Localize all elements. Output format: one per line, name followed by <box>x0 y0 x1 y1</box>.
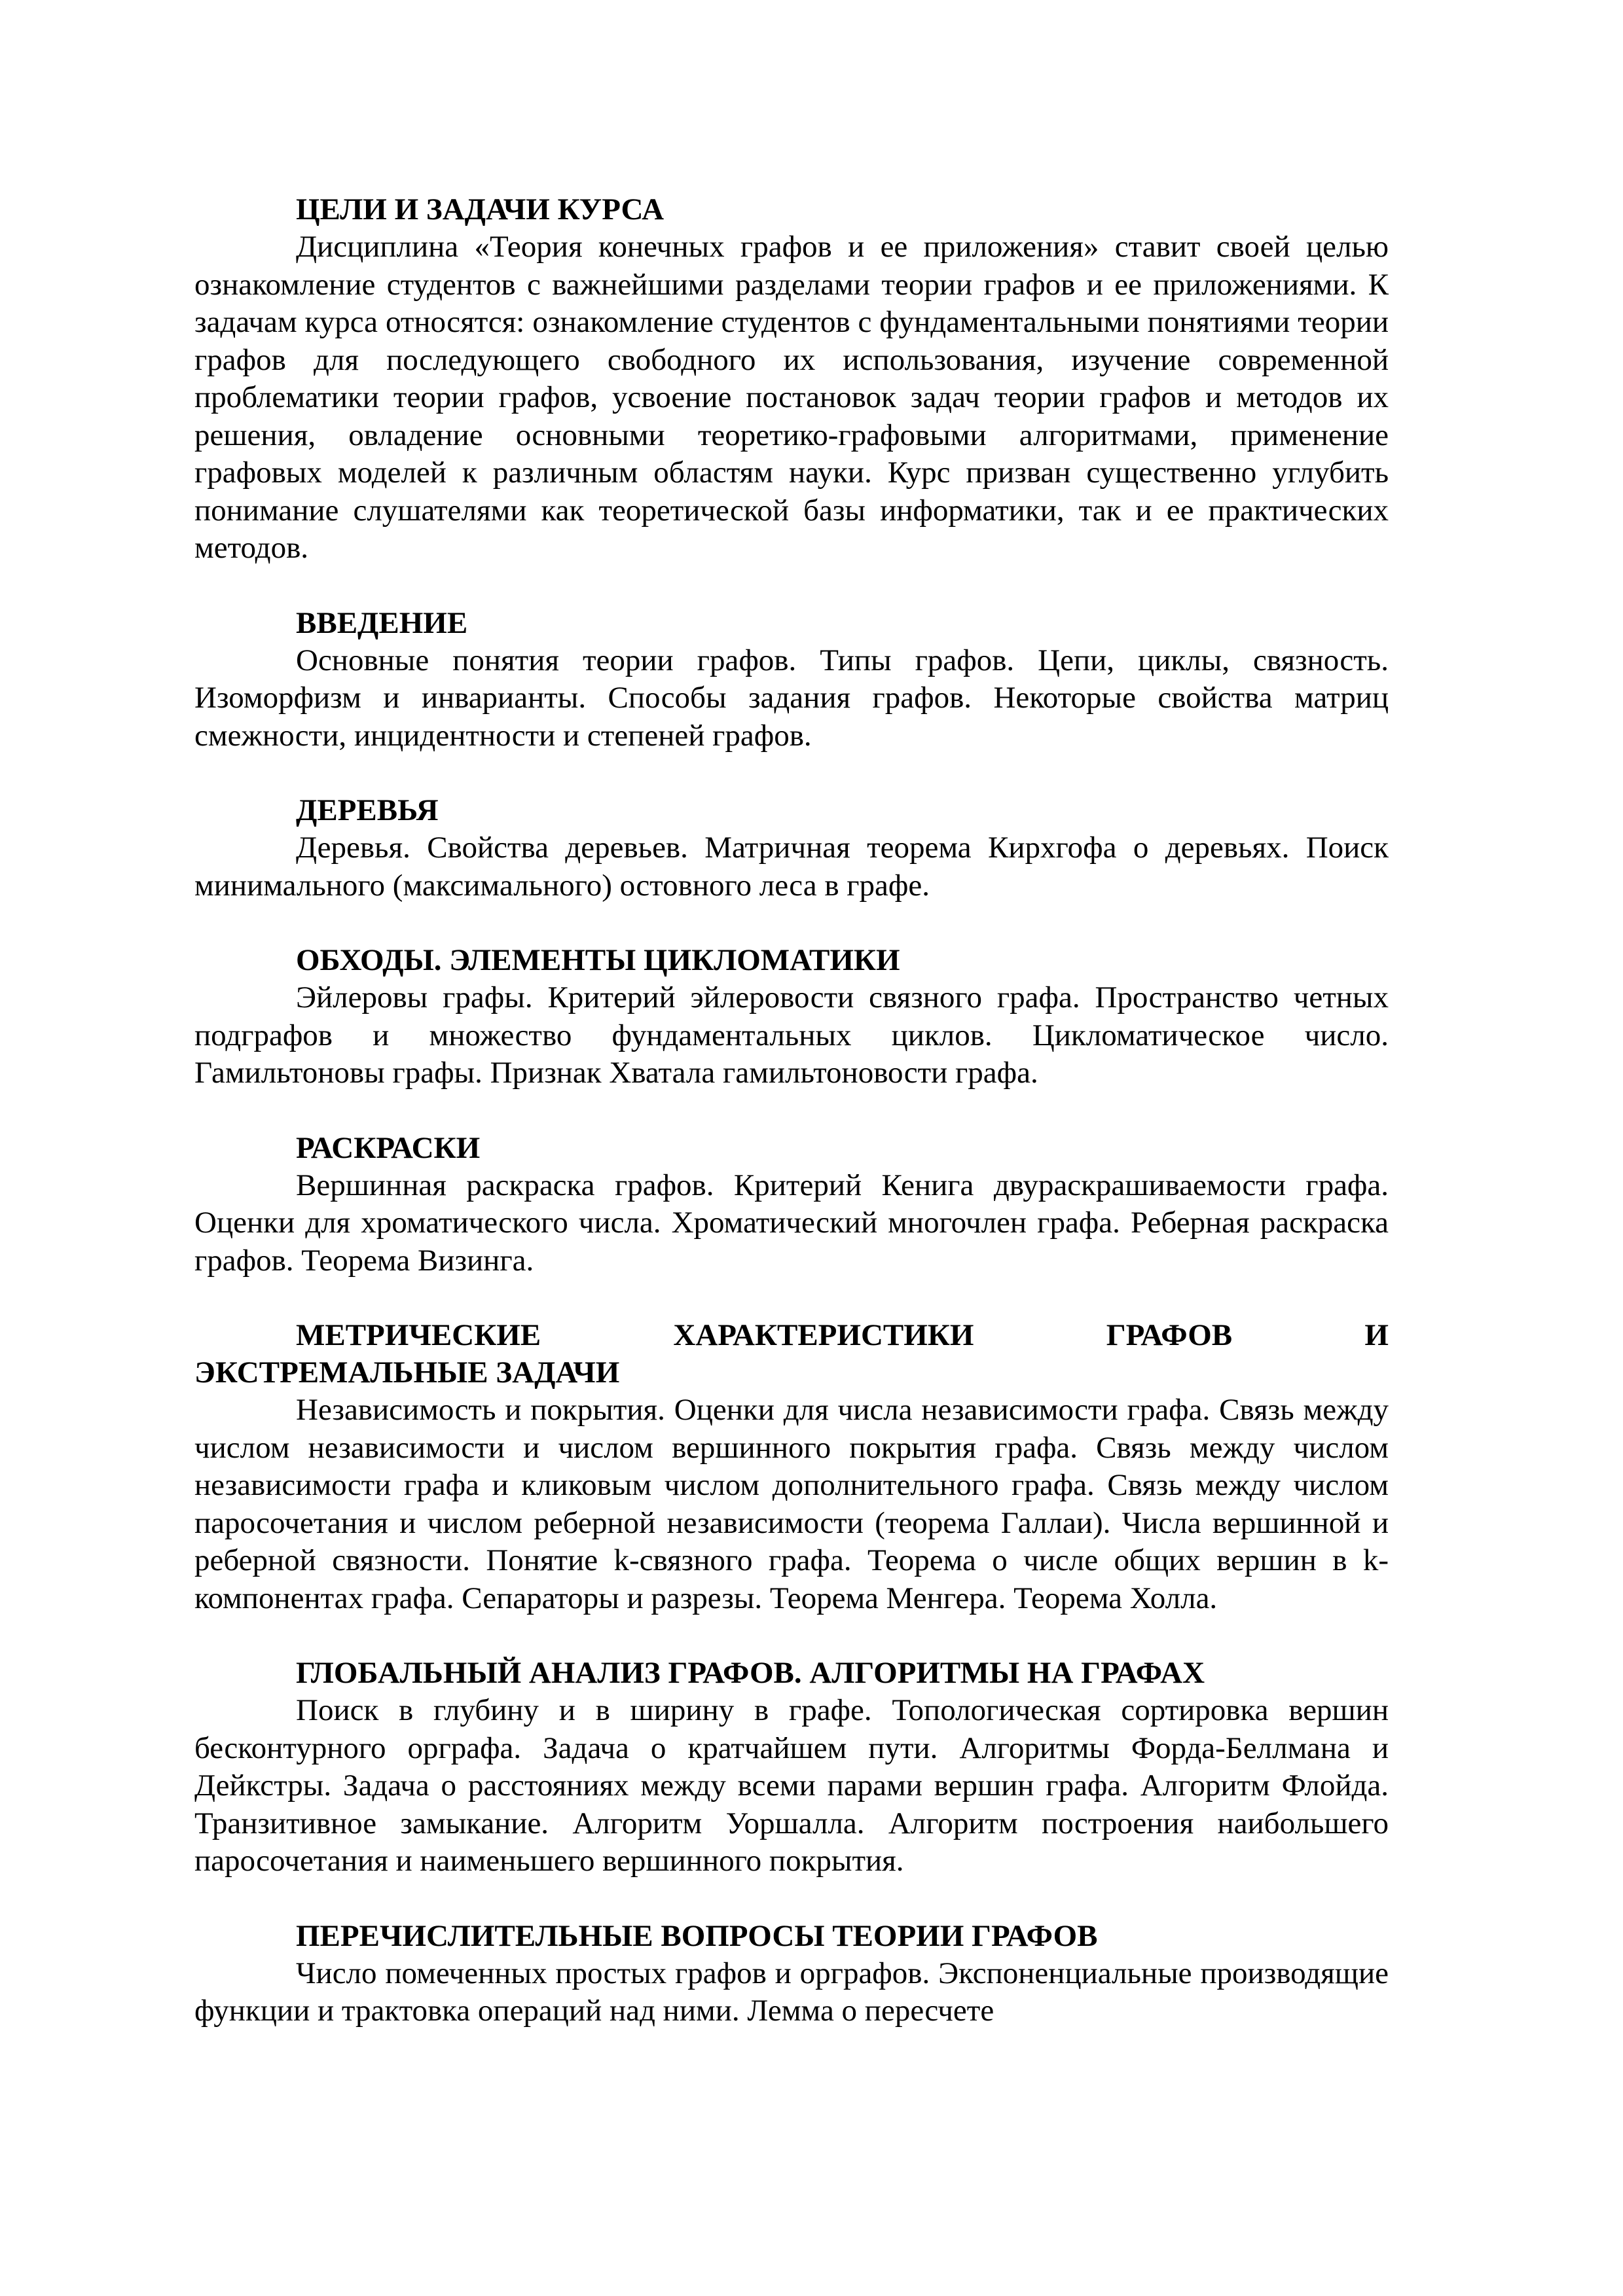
section-goals <box>194 191 1389 567</box>
section-heading: ЦЕЛИ И ЗАДАЧИ КУРСА <box>296 192 665 226</box>
section-heading <box>194 1317 1389 1391</box>
section-enumeration <box>194 1918 1389 2030</box>
section-text: Эйлеровы графы. Критерий эйлеровости связного графа. Пространство четных подграфов и множество фундаментальных циклов. Цикломатическое число. Гамильтоновы графы. Признак Хватала гамильтоновости графа. <box>194 980 1389 1090</box>
section-traversals <box>194 942 1389 1092</box>
document-page <box>194 191 1389 2068</box>
section-heading: ГЛОБАЛЬНЫЙ АНАЛИЗ ГРАФОВ. АЛГОРИТМЫ НА ГРАФАХ <box>296 1656 1205 1690</box>
heading-word: ХАРАКТЕРИСТИКИ <box>673 1318 974 1352</box>
section-introduction <box>194 605 1389 755</box>
section-heading: ДЕРЕВЬЯ <box>296 793 439 827</box>
section-text: Число помеченных простых графов и орграфов. Экспоненциальные производящие функции и трактовка операций над ними. Лемма о пересчете <box>194 1956 1389 2028</box>
heading-word: МЕТРИЧЕСКИЕ <box>296 1318 541 1352</box>
heading-word: ГРАФОВ <box>1106 1318 1233 1352</box>
section-text: Основные понятия теории графов. Типы графов. Цепи, циклы, связность. Изоморфизм и инварианты. Способы задания графов. Некоторые свойства матриц смежности, инцидентности и степеней графов. <box>194 643 1389 753</box>
section-heading: ПЕРЕЧИСЛИТЕЛЬНЫЕ ВОПРОСЫ ТЕОРИИ ГРАФОВ <box>296 1918 1098 1953</box>
section-heading: ВВЕДЕНИЕ <box>296 605 468 640</box>
section-global-analysis <box>194 1655 1389 1880</box>
section-text: Вершинная раскраска графов. Критерий Кенига двураскрашиваемости графа. Оценки для хроматического числа. Хроматический многочлен графа. Реберная раскраска графов. Теорема Визинга. <box>194 1168 1389 1278</box>
section-text: Поиск в глубину и в ширину в графе. Топологическая сортировка вершин бесконтурного орграфа. Задача о кратчайшем пути. Алгоритмы Форда-Беллмана и Дейкстры. Задача о расстояниях между всеми парами вершин графа. Алгоритм Флойда. Транзитивное замыкание. Алгоритм Уоршалла. Алгоритм построения наибольшего паросочетания и наименьшего вершинного покрытия. <box>194 1693 1389 1878</box>
heading-line-1 <box>194 1317 1389 1354</box>
section-heading: ОБХОДЫ. ЭЛЕМЕНТЫ ЦИКЛОМАТИКИ <box>296 943 900 977</box>
section-metric-characteristics <box>194 1317 1389 1617</box>
section-text: Деревья. Свойства деревьев. Матричная теорема Кирхгофа о деревьях. Поиск минимального (максимального) остовного леса в графе. <box>194 831 1389 903</box>
heading-word: И <box>1364 1318 1389 1352</box>
section-text: Дисциплина «Теория конечных графов и ее приложения» ставит своей целью ознакомление студентов с важнейшими разделами теории графов и ее приложениями. К задачам курса относятся: ознакомление студентов с фундаментальными понятиями теории графов для последующего свободного их использования, изучение современной проблематики теории графов, усвоение постановок задач теории графов и методов их решения, овладение основными теоретико-графовыми алгоритмами, применение графовых моделей к различным областям науки. Курс призван существенно углубить понимание слушателями как теоретической базы информатики, так и ее практических методов. <box>194 230 1389 565</box>
section-text: Независимость и покрытия. Оценки для числа независимости графа. Связь между числом независимости и числом вершинного покрытия графа. Связь между числом независимости графа и кликовым числом дополнительного графа. Связь между числом паросочетания и числом реберной независимости (теорема Галлаи). Числа вершинной и реберной связности. Понятие k-связного графа. Теорема о числе общих вершин в k-компонентах графа. Сепараторы и разрезы. Теорема Менгера. Теорема Холла. <box>194 1393 1389 1615</box>
section-heading: РАСКРАСКИ <box>296 1130 481 1165</box>
section-colorings <box>194 1130 1389 1280</box>
section-trees <box>194 792 1389 905</box>
heading-line-2: ЭКСТРЕМАЛЬНЫЕ ЗАДАЧИ <box>194 1355 620 1390</box>
